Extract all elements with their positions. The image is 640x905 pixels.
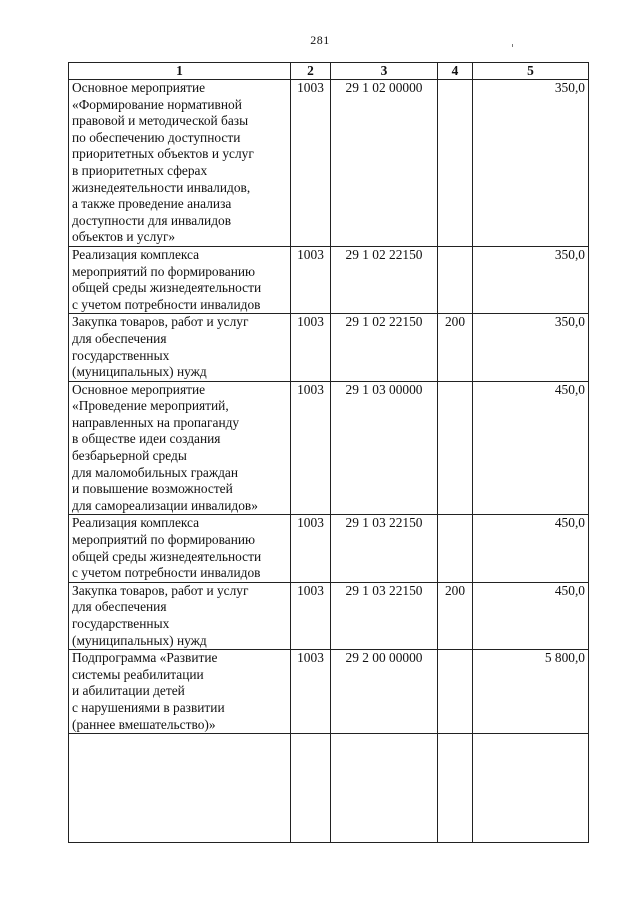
row-name: Реализация комплекса мероприятий по формированию общей среды жизнедеятельности с учетом потребности инвалидов: [69, 246, 291, 313]
row-code: 29 1 03 00000: [331, 381, 438, 515]
header-col-3: 3: [331, 63, 438, 80]
row-section: 1003: [291, 314, 331, 381]
budget-table: [68, 62, 589, 843]
table-row: [69, 515, 589, 582]
row-name: Реализация комплекса мероприятий по формированию общей среды жизнедеятельности с учетом потребности инвалидов: [69, 515, 291, 582]
scan-speck: [512, 44, 513, 47]
row-amount: 350,0: [473, 314, 589, 381]
blank-cell: [438, 734, 473, 843]
table-row: [69, 381, 589, 515]
row-code: 29 2 00 00000: [331, 650, 438, 734]
header-col-5: 5: [473, 63, 589, 80]
row-expense-type: [438, 515, 473, 582]
row-amount: 450,0: [473, 381, 589, 515]
row-expense-type: 200: [438, 582, 473, 649]
row-name: Закупка товаров, работ и услуг для обеспечения государственных (муниципальных) нужд: [69, 582, 291, 649]
row-amount: 5 800,0: [473, 650, 589, 734]
row-code: 29 1 02 22150: [331, 246, 438, 313]
table-body: [69, 80, 589, 843]
row-amount: 450,0: [473, 515, 589, 582]
row-name: Закупка товаров, работ и услуг для обеспечения государственных (муниципальных) нужд: [69, 314, 291, 381]
table-row: [69, 582, 589, 649]
row-amount: 350,0: [473, 80, 589, 247]
row-amount: 450,0: [473, 582, 589, 649]
row-name: Основное мероприятие «Формирование нормативной правовой и методической базы по обеспечению доступности приоритетных объектов и услуг в приоритетных сферах жизнедеятельности инвалидов, а также проведение анализа доступности для инвалидов объектов и услуг»: [69, 80, 291, 247]
header-col-1: 1: [69, 63, 291, 80]
row-section: 1003: [291, 582, 331, 649]
row-section: 1003: [291, 246, 331, 313]
header-row: [69, 63, 589, 80]
row-code: 29 1 03 22150: [331, 582, 438, 649]
row-expense-type: [438, 246, 473, 313]
table-header: [69, 63, 589, 80]
row-amount: 350,0: [473, 246, 589, 313]
row-code: 29 1 03 22150: [331, 515, 438, 582]
table-row: [69, 80, 589, 247]
blank-cell: [331, 734, 438, 843]
row-section: 1003: [291, 650, 331, 734]
blank-cell: [473, 734, 589, 843]
blank-cell: [291, 734, 331, 843]
header-col-2: 2: [291, 63, 331, 80]
page-number: 281: [310, 33, 330, 47]
row-expense-type: [438, 381, 473, 515]
row-code: 29 1 02 00000: [331, 80, 438, 247]
row-section: 1003: [291, 381, 331, 515]
table-row: [69, 314, 589, 381]
header-col-4: 4: [438, 63, 473, 80]
table-row-blank: [69, 734, 589, 843]
row-section: 1003: [291, 80, 331, 247]
row-expense-type: [438, 80, 473, 247]
row-code: 29 1 02 22150: [331, 314, 438, 381]
row-name: Основное мероприятие «Проведение мероприятий, направленных на пропаганду в обществе идеи создания безбарьерной среды для маломобильных граждан и повышение возможностей для самореализации инвалидов»: [69, 381, 291, 515]
row-name: Подпрограмма «Развитие системы реабилитации и абилитации детей с нарушениями в развитии (раннее вмешательство)»: [69, 650, 291, 734]
blank-cell: [69, 734, 291, 843]
row-expense-type: [438, 650, 473, 734]
row-expense-type: 200: [438, 314, 473, 381]
row-section: 1003: [291, 515, 331, 582]
table-row: [69, 650, 589, 734]
table-row: [69, 246, 589, 313]
